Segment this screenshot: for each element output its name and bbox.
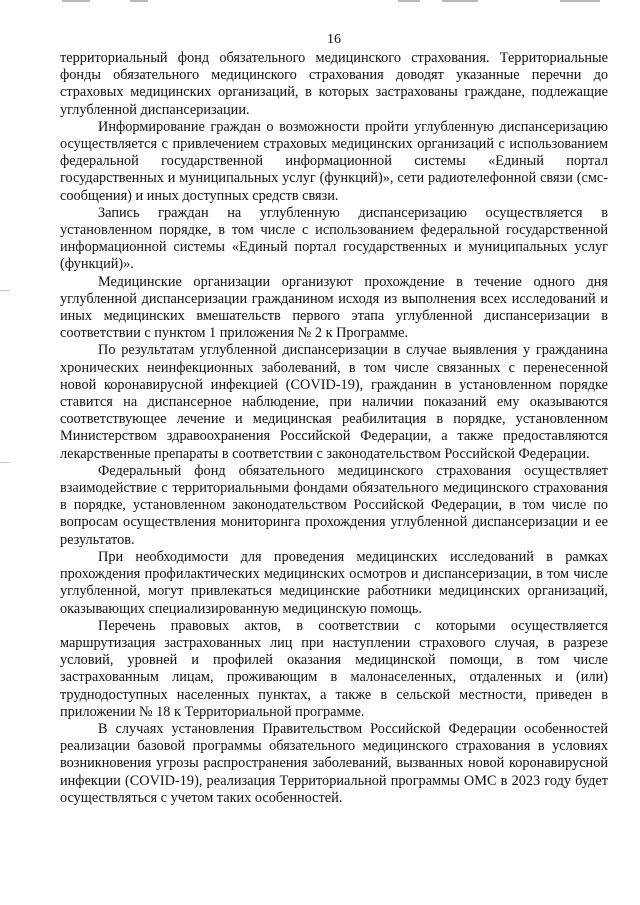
paragraph: Перечень правовых актов, в соответствии с которыми осуществляется маршрутизация застрахованных лиц при наступлении страхового случая, в разрезе условий, уровней и профилей оказания медицинской помощи, в том числе застрахованным лицам, проживающим в малонаселенных, отдаленных и (или) труднодоступных населенных пунктах, а также в сельской местности, приведен в приложении № 18 к Территориальной программе. bbox=[60, 617, 608, 720]
scan-artifact-margin bbox=[0, 290, 10, 291]
scan-artifact-top bbox=[62, 0, 90, 2]
paragraph: По результатам углубленной диспансеризации в случае выявления у гражданина хронических неинфекционных заболеваний, в том числе связанных с перенесенной новой коронавирусной инфекцией (COVID-19), гражданин в установленном порядке ставится на диспансерное наблюдение, при наличии показаний ему оказываются соответствующее лечение и медицинская реабилитация в порядке, установленном Министерством здравоохранения Российской Федерации, а также предоставляются лекарственные препараты в соответствии с законодательством Российской Федерации. bbox=[60, 342, 608, 462]
scan-artifact-top bbox=[560, 0, 600, 2]
paragraph: Запись граждан на углубленную диспансеризацию осуществляется в установленном порядке, в том числе с использованием федеральной государственной информационной системы «Единый портал государственных и муниципальных услуг (функций)». bbox=[60, 204, 608, 273]
paragraph: Медицинские организации организуют прохождение в течение одного дня углубленной диспансеризации гражданином исходя из выполнения всех исследований и иных медицинских вмешательств первого этапа углубленной диспансеризации в соответствии с пунктом 1 приложения № 2 к Программе. bbox=[60, 273, 608, 342]
paragraph: территориальный фонд обязательного медицинского страхования. Территориальные фонды обязательного медицинского страхования доводят указанные перечни до страховых медицинских организаций, в которых застрахованы граждане, подлежащие углубленной диспансеризации. bbox=[60, 50, 608, 118]
scan-artifact-top bbox=[398, 0, 420, 2]
paragraph: Федеральный фонд обязательного медицинского страхования осуществляет взаимодействие с территориальными фондами обязательного медицинского страхования в порядке, установленном законодательством Российской Федерации, в том числе по вопросам осуществления мониторинга прохождения углубленной диспансеризации и ее результатов. bbox=[60, 462, 608, 548]
paragraph: При необходимости для проведения медицинских исследований в рамках прохождения профилактических медицинских осмотров и диспансеризации, в том числе углубленной, могут привлекаться медицинские работники медицинских организаций, оказывающих специализированную медицинскую помощь. bbox=[60, 548, 608, 617]
scan-artifact-top bbox=[442, 0, 478, 2]
page-number: 16 bbox=[327, 32, 341, 47]
paragraph: В случаях установления Правительством Российской Федерации особенностей реализации базовой программы обязательного медицинского страхования в условиях возникновения угрозы распространения заболеваний, вызванных новой коронавирусной инфекции (COVID-19), реализация Территориальной программы ОМС в 2023 году будет осуществляться с учетом таких особенностей. bbox=[60, 720, 608, 806]
scan-artifact-top bbox=[130, 0, 148, 2]
scan-artifact-margin bbox=[0, 462, 10, 463]
paragraph: Информирование граждан о возможности пройти углубленную диспансеризацию осуществляется с привлечением страховых медицинских организаций с использованием федеральной государственной информационной системы «Единый портал государственных и муниципальных услуг (функций)», сети радиотелефонной связи (смс-сообщения) и иных доступных средств связи. bbox=[60, 118, 608, 204]
